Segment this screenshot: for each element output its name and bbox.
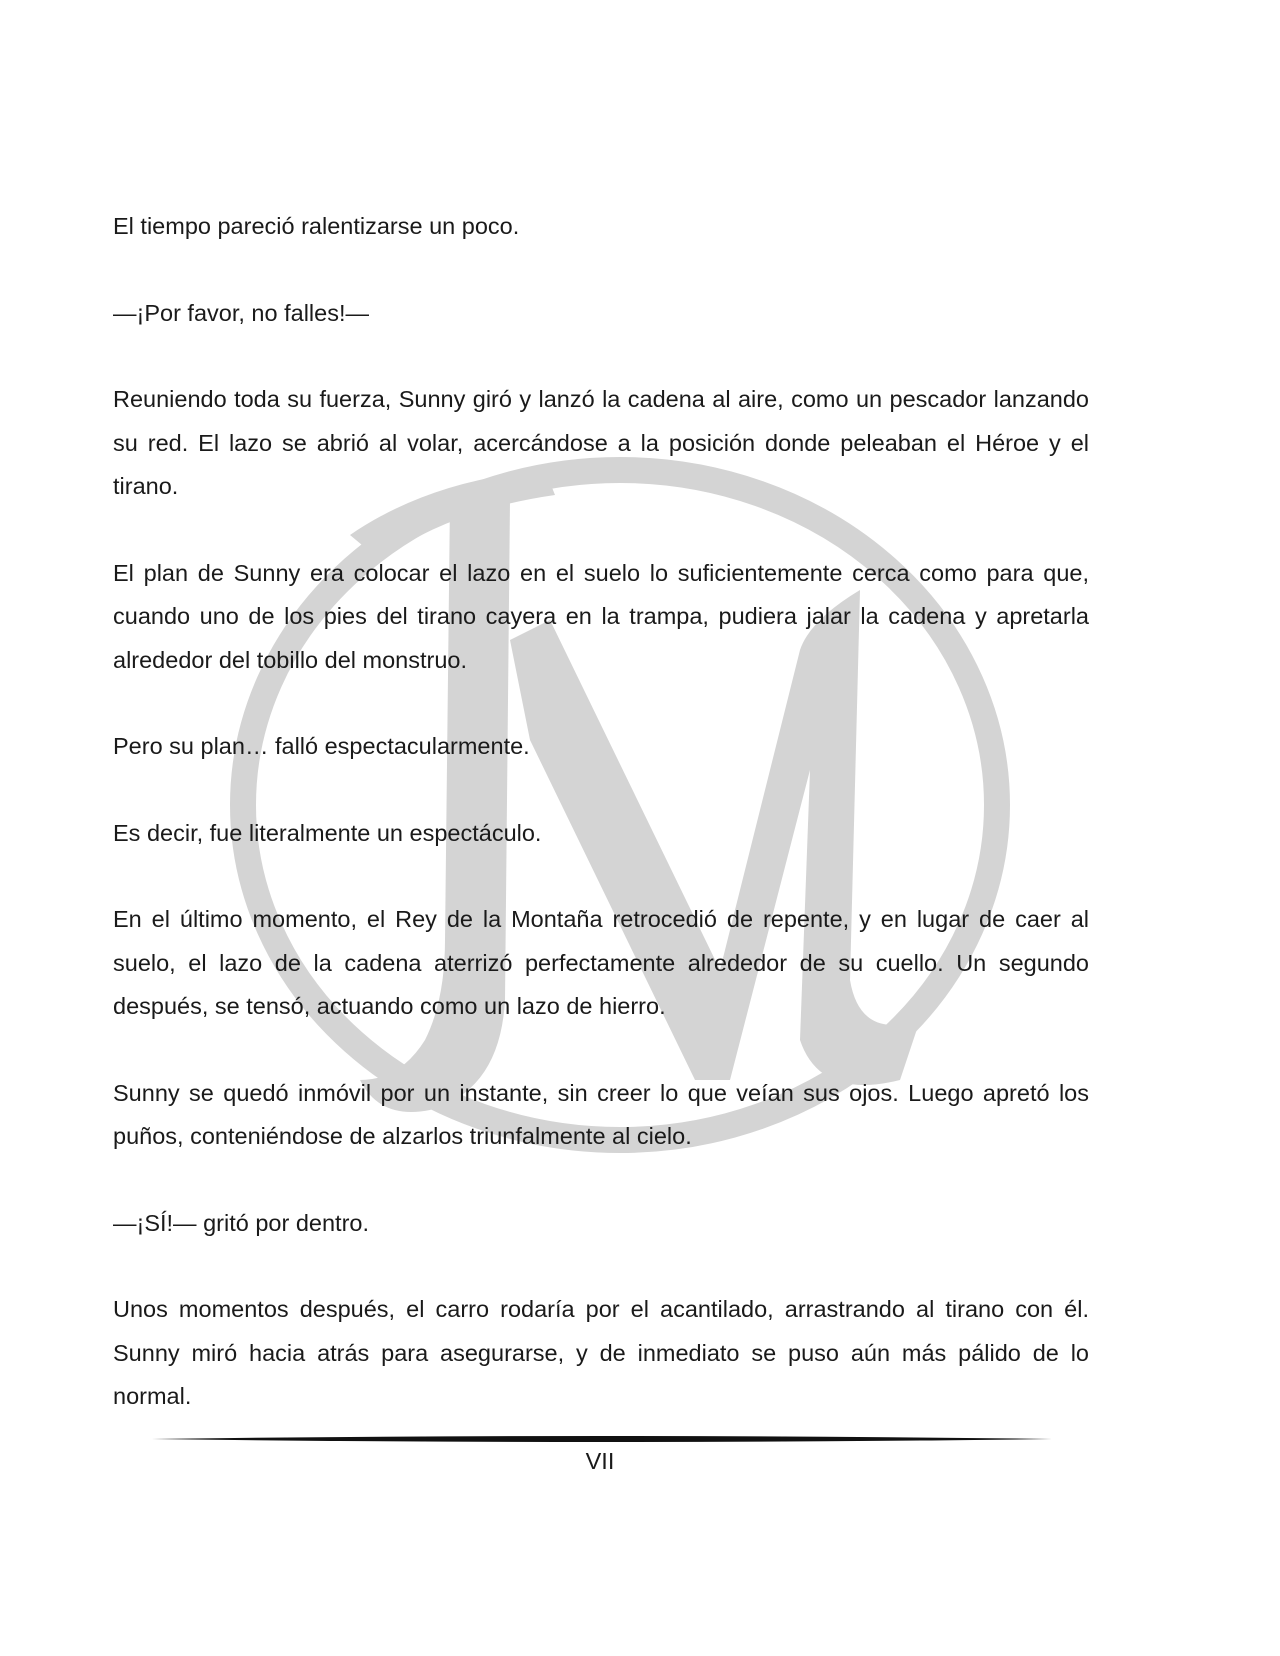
paragraph-6: Es decir, fue literalmente un espectáculo.	[113, 819, 542, 846]
footer-divider	[152, 1433, 1052, 1445]
paragraph-1: El tiempo pareció ralentizarse un poco.	[113, 213, 520, 239]
paragraph-5: Pero su plan… falló espectacularmente.	[113, 733, 530, 759]
paragraph-9: —¡SÍ!— gritó por dentro.	[113, 1209, 369, 1236]
page-number: VII	[585, 1448, 615, 1474]
paragraph-2: —¡Por favor, no falles!—	[113, 299, 369, 326]
paragraph-8: Sunny se quedó inmóvil por un instante, sin creer lo que veían sus ojos. Luego apretó los puños, conteniéndose de alzarlos triunfalmente al cielo.	[113, 1079, 1089, 1149]
paragraph-4: El plan de Sunny era colocar el lazo en el suelo lo suficientemente cerca como para que, cuando uno de los pies del tirano cayera en la trampa, pudiera jalar la cadena y apretarla alrededor del tobillo del monstruo.	[113, 559, 1089, 673]
page-body	[113, 205, 1089, 1462]
paragraph-3: Reuniendo toda su fuerza, Sunny giró y lanzó la cadena al aire, como un pescador lanzando su red. El lazo se abrió al volar, acercándose a la posición donde peleaban el Héroe y el tirano.	[113, 386, 1089, 499]
paragraph-10: Unos momentos después, el carro rodaría por el acantilado, arrastrando al tirano con él. Sunny miró hacia atrás para asegurarse, y de inmediato se puso aún más pálido de lo normal.	[113, 1296, 1089, 1409]
paragraph-7: En el último momento, el Rey de la Montaña retrocedió de repente, y en lugar de caer al suelo, el lazo de la cadena aterrizó perfectamente alrededor de su cuello. Un segundo después, se tensó, actuando como un lazo de hierro.	[113, 906, 1089, 1019]
